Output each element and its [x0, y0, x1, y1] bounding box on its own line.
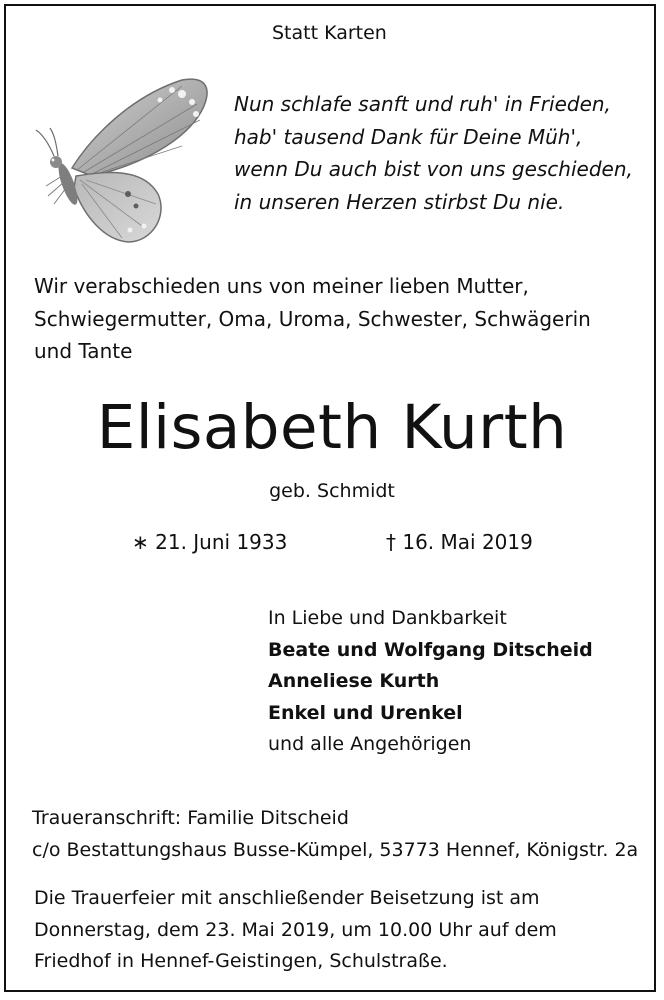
- mourners-opening: In Liebe und Dankbarkeit: [268, 607, 507, 629]
- intro-line: Wir verabschieden uns von meiner lieben Mutter,: [34, 274, 529, 298]
- maiden-name: geb. Schmidt: [269, 480, 395, 502]
- funeral-line: Donnerstag, dem 23. Mai 2019, um 10.00 Uhr auf dem: [34, 918, 557, 941]
- mourners-block: [268, 603, 593, 761]
- intro-line: Schwiegermutter, Oma, Uroma, Schwester, Schwägerin: [34, 306, 591, 331]
- mourners-closing: und alle Angehörigen: [268, 733, 472, 755]
- poem: [234, 88, 633, 218]
- poem-line: wenn Du auch bist von uns geschieden,: [234, 157, 633, 181]
- mourner-name: Anneliese Kurth: [268, 670, 440, 692]
- death-date: † 16. Mai 2019: [386, 530, 533, 554]
- statt-karten-heading: Statt Karten: [272, 22, 387, 44]
- poem-line: hab' tausend Dank für Deine Müh',: [234, 124, 583, 149]
- funeral-line: Die Trauerfeier mit anschließender Beisetzung ist am: [34, 887, 540, 909]
- intro-line: und Tante: [34, 339, 133, 363]
- intro-text: [34, 270, 591, 368]
- address-line: c/o Bestattungshaus Busse-Kümpel, 53773 Hennef, Königstr. 2a: [32, 838, 639, 861]
- condolence-address: [32, 803, 638, 866]
- mourner-name: Beate und Wolfgang Ditscheid: [268, 638, 593, 661]
- address-line: Traueranschrift: Familie Ditscheid: [32, 807, 349, 829]
- poem-line: Nun schlafe sanft und ruh' in Frieden,: [234, 92, 611, 116]
- poem-line: in unseren Herzen stirbst Du nie.: [234, 189, 565, 214]
- funeral-line: Friedhof in Hennef-Geistingen, Schulstraße.: [34, 950, 448, 972]
- deceased-name: Elisabeth Kurth: [96, 392, 568, 463]
- butterfly-icon: [32, 76, 218, 246]
- funeral-info: [34, 883, 557, 978]
- birth-date: ∗ 21. Juni 1933: [132, 530, 288, 554]
- mourner-name: Enkel und Urenkel: [268, 701, 463, 724]
